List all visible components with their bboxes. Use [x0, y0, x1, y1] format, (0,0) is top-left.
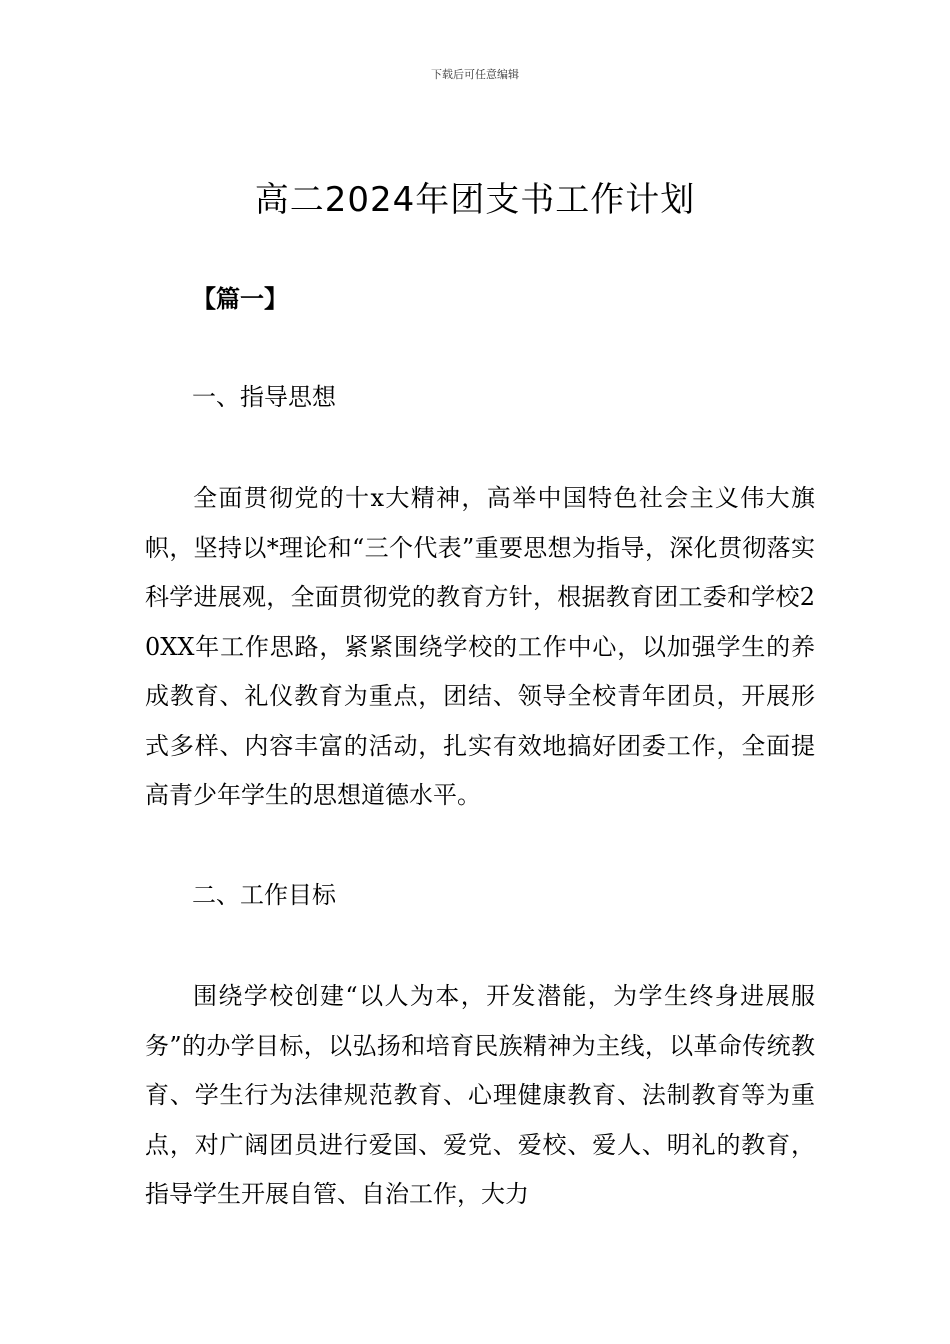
header-note: 下载后可任意编辑: [431, 68, 519, 81]
section-heading-2: 二、工作目标: [192, 881, 336, 909]
section-heading-1: 一、指导思想: [192, 383, 336, 411]
section-body-2: 围绕学校创建“以人为本，开发潜能，为学生终身进展服务”的办学目标，以弘扬和培育民族精神为主线，以革命传统教育、学生行为法律规范教育、心理健康教育、法制教育等为重点，对广阔团员进行爱国、爱党、爱校、爱人、明礼的教育，指导学生开展自管、自治工作，大力: [145, 982, 815, 1208]
document-title: 高二2024年团支书工作计划: [254, 180, 696, 220]
part-label: 【篇一】: [192, 285, 288, 313]
section-body-1: 全面贯彻党的十x大精神，高举中国特色社会主义伟大旗帜，坚持以*理论和“三个代表”重要思想为指导，深化贯彻落实科学进展观，全面贯彻党的教育方针，根据教育团工委和学校20XX年工作思路，紧紧围绕学校的工作中心，以加强学生的养成教育、礼仪教育为重点，团结、领导全校青年团员，开展形式多样、内容丰富的活动，扎实有效地搞好团委工作，全面提高青少年学生的思想道德水平。: [145, 484, 815, 809]
